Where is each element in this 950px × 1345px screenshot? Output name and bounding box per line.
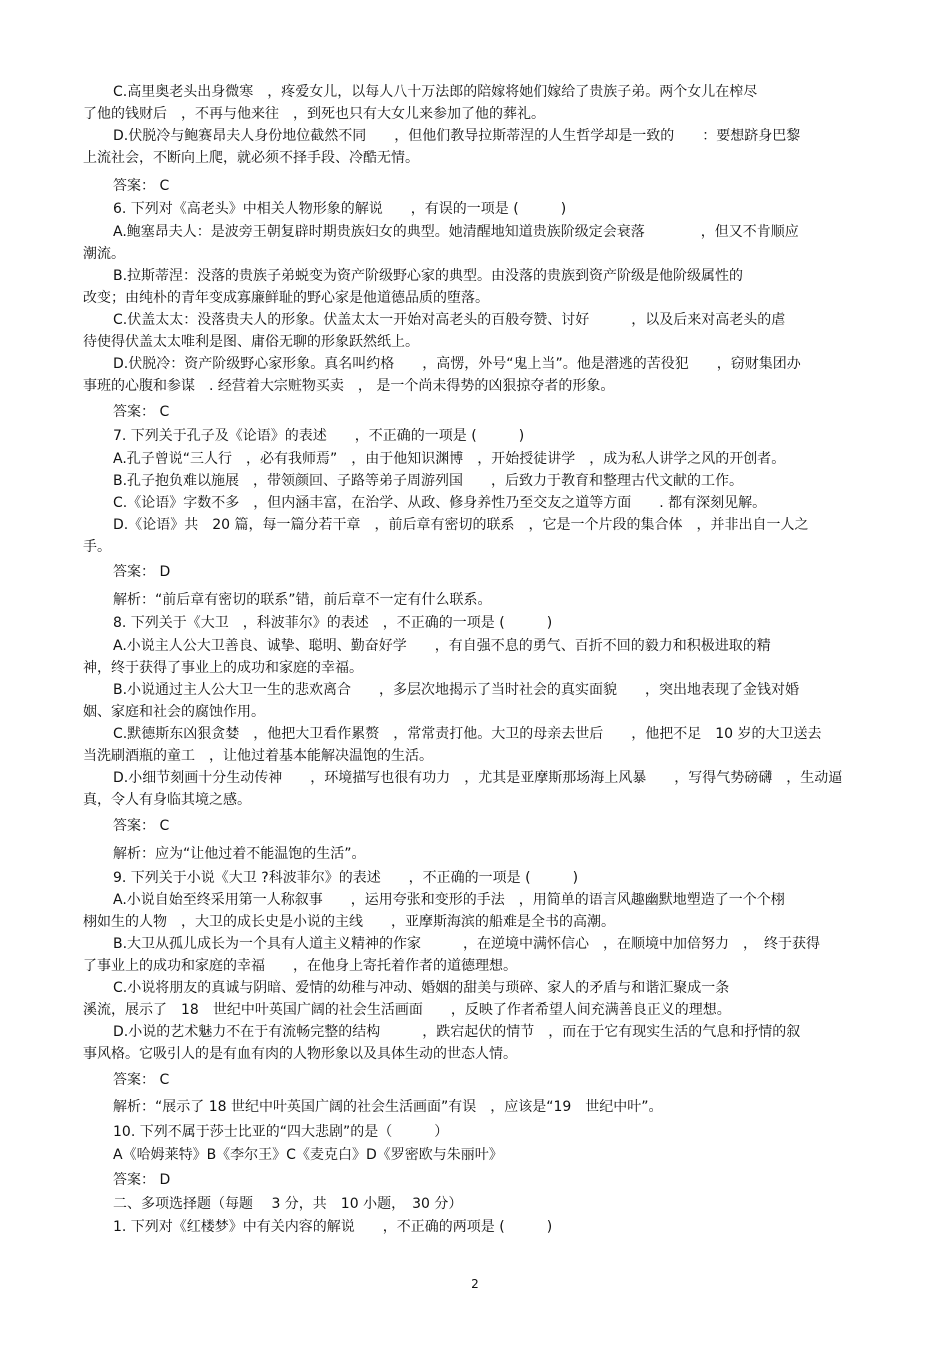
text-line: C.高里奥老头出身微寒 ，疼爱女儿，以每人八十万法郎的陪嫁将她们嫁给了贵族子弟。两个女儿在榨尽 [113,84,758,100]
text-line: 待使得伏盖太太唯利是图、庸俗无聊的形象跃然纸上。 [83,334,419,350]
text-line: B.拉斯蒂涅：没落的贵族子弟蜕变为资产阶级野心家的典型。由没落的贵族到资产阶级是他阶级属性的 [113,268,744,284]
text-line: 事班的心腹和参谋 . 经营着大宗赃物买卖 ， 是一个尚未得势的凶狠掠夺者的形象。 [83,378,615,394]
text-line: 上流社会，不断向上爬，就必须不择手段、冷酷无情。 [83,150,419,166]
question-line: 9. 下列关于小说《大卫 ?科波菲尔》的表述 ，不正确的一项是 ( ) [113,870,579,886]
text-line: 改变；由纯朴的青年变成寡廉鲜耻的野心家是他道德品质的堕落。 [83,290,489,306]
text-line: 真，令人有身临其境之感。 [83,792,251,808]
text-line: D.《论语》共 20 篇，每一篇分若干章 ，前后章有密切的联系 ，它是一个片段的集合体 ，并非出自一人之 [113,517,809,533]
answer-line: 答案： C [113,404,170,420]
question-line: 8. 下列关于《大卫 ，科波菲尔》的表述 ，不正确的一项是 ( ) [113,615,553,631]
page-number: 2 [471,1277,479,1291]
question-line: 1. 下列对《红楼梦》中有关内容的解说 ，不正确的两项是 ( ) [113,1219,553,1235]
section-heading: 二、多项选择题（每题 3 分，共 10 小题， 30 分） [113,1196,463,1212]
text-line: D.伏脱冷：资产阶级野心家形象。真名叫约格 ，高愣，外号“鬼上当”。他是潜逃的苦役犯 ，窃财集团办 [113,356,801,372]
text-line: A.小说自始至终采用第一人称叙事 ，运用夸张和变形的手法 ，用简单的语言风趣幽默地塑造了一个个栩 [113,892,785,908]
analysis-line: 解析：“展示了 18 世纪中叶英国广阔的社会生活画面”有误 ，应该是“19 世纪中叶”。 [113,1099,663,1115]
text-line: 溪流，展示了 18 世纪中叶英国广阔的社会生活画面 ，反映了作者希望人间充满善良正义的理想。 [83,1002,731,1018]
question-line: 6. 下列对《高老头》中相关人物形象的解说 ，有误的一项是 ( ) [113,201,567,217]
text-line: 了事业上的成功和家庭的幸福 ，在他身上寄托着作者的道德理想。 [83,958,517,974]
text-line: D.小说的艺术魅力不在于有流畅完整的结构 ，跌宕起伏的情节 ，而在于它有现实生活的气息和抒情的叙 [113,1024,801,1040]
text-line: D.小细节刻画十分生动传神 ，环境描写也很有功力 ，尤其是亚摩斯那场海上风暴 ，写得气势磅礴 ，生动逼 [113,770,843,786]
analysis-line: 解析：应为“让他过着不能温饱的生活”。 [113,846,366,862]
question-line: 7. 下列关于孔子及《论语》的表述 ，不正确的一项是 ( ) [113,428,525,444]
text-line: C.伏盖太太：没落贵夫人的形象。伏盖太太一开始对高老头的百般夸赞、讨好 ，以及后来对高老头的虐 [113,312,786,328]
text-line: C.默德斯东凶狠贪婪 ，他把大卫看作累赘 ，常常责打他。大卫的母亲去世后 ，他把不足 10 岁的大卫送去 [113,726,822,742]
text-line: B.孔子抱负难以施展 ，带领颜回、子路等弟子周游列国 ，后致力于教育和整理古代文献的工作。 [113,473,744,489]
answer-line: 答案： C [113,1072,170,1088]
answer-line: 答案： C [113,178,170,194]
text-line: C.小说将朋友的真诚与阴暗、爱情的幼稚与冲动、婚姻的甜美与琐碎、家人的矛盾与和谐汇聚成一条 [113,980,730,996]
text-line: 当洗刷酒瓶的童工 ，让他过着基本能解决温饱的生活。 [83,748,433,764]
text-line: D.伏脱冷与鲍赛昂夫人身份地位截然不同 ，但他们教导拉斯蒂涅的人生哲学却是一致的 ：要想跻身巴黎 [113,128,801,144]
text-line: 潮流。 [83,246,125,262]
answer-line: 答案： D [113,564,171,580]
answer-line: 答案： D [113,1172,171,1188]
analysis-line: 解析：“前后章有密切的联系”错，前后章不一定有什么联系。 [113,592,492,608]
text-line: 了他的钱财后 ，不再与他来往 ，到死也只有大女儿来参加了他的葬礼。 [83,106,545,122]
text-line: 神，终于获得了事业上的成功和家庭的幸福。 [83,660,363,676]
text-line: 栩如生的人物 ，大卫的成长史是小说的主线 ，亚摩斯海滨的船难是全书的高潮。 [83,914,615,930]
text-line: B.大卫从孤儿成长为一个具有人道主义精神的作家 ，在逆境中满怀信心 ，在顺境中加倍努力 ， 终于获得 [113,936,821,952]
text-line: 姻、家庭和社会的腐蚀作用。 [83,704,265,720]
text-line: 事风格。它吸引人的是有血有肉的人物形象以及具体生动的世态人情。 [83,1046,517,1062]
options-line: A《哈姆莱特》B《李尔王》C《麦克白》D《罗密欧与朱丽叶》 [113,1147,503,1163]
text-line: A.鲍塞昂夫人：是波旁王朝复辟时期贵族妇女的典型。她清醒地知道贵族阶级定会衰落 ，但又不肯顺应 [113,224,799,240]
question-line: 10. 下列不属于莎士比亚的“四大悲剧”的是（ ） [113,1124,449,1140]
text-line: 手。 [83,539,111,555]
answer-line: 答案： C [113,818,170,834]
text-line: B.小说通过主人公大卫一生的悲欢离合 ，多层次地揭示了当时社会的真实面貌 ，突出地表现了金钱对婚 [113,682,800,698]
text-line: A.小说主人公大卫善良、诚挚、聪明、勤奋好学 ，有自强不息的勇气、百折不回的毅力和积极进取的精 [113,638,771,654]
text-line: A.孔子曾说“三人行 ，必有我师焉” ，由于他知识渊博 ，开始授徒讲学 ，成为私人讲学之风的开创者。 [113,451,786,467]
text-line: C.《论语》字数不多 ，但内涵丰富，在治学、从政、修身养性乃至交友之道等方面 . 都有深刻见解。 [113,495,767,511]
